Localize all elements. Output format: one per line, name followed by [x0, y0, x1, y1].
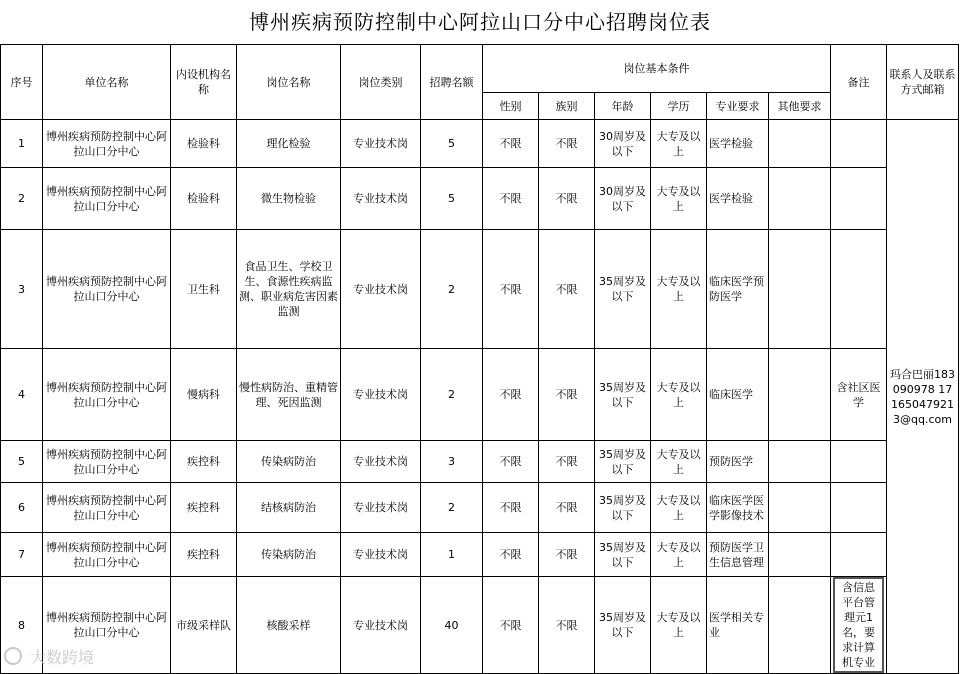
- watermark-text: 大数跨境: [30, 647, 95, 667]
- cell-category: 专业技术岗: [341, 230, 421, 349]
- cell-sex: 不限: [483, 120, 539, 168]
- contact-text: 玛合巴丽183090978 17 1650479213@qq.com: [890, 367, 956, 426]
- cell-post: 传染病防治: [237, 441, 341, 483]
- table-row: [1, 533, 959, 577]
- cell-category: 专业技术岗: [341, 441, 421, 483]
- table-row: [1, 349, 959, 441]
- cell-age: 35周岁及以下: [595, 441, 651, 483]
- cell-count: 5: [421, 120, 483, 168]
- cell-major: 预防医学卫生信息管理: [707, 533, 769, 577]
- cell-no: 4: [1, 349, 43, 441]
- cell-no: 8: [1, 577, 43, 674]
- cell-edu: 大专及以上: [651, 230, 707, 349]
- cell-age: 35周岁及以下: [595, 533, 651, 577]
- cell-sex: 不限: [483, 533, 539, 577]
- cell-major: 医学检验: [707, 168, 769, 230]
- cell-note: [831, 230, 887, 349]
- cell-age: 30周岁及以下: [595, 168, 651, 230]
- cell-other: [769, 441, 831, 483]
- header-row: [1, 45, 959, 93]
- cell-unit: 博州疾病预防控制中心阿拉山口分中心: [43, 120, 171, 168]
- cell-category: 专业技术岗: [341, 168, 421, 230]
- header-note: 备注: [831, 45, 887, 120]
- cell-post: 结核病防治: [237, 483, 341, 533]
- cell-ethnic: 不限: [539, 441, 595, 483]
- cell-other: [769, 168, 831, 230]
- table-row: [1, 230, 959, 349]
- cell-unit: 博州疾病预防控制中心阿拉山口分中心: [43, 230, 171, 349]
- cell-unit: 博州疾病预防控制中心阿拉山口分中心: [43, 483, 171, 533]
- cell-ethnic: 不限: [539, 533, 595, 577]
- cell-unit: 博州疾病预防控制中心阿拉山口分中心: [43, 441, 171, 483]
- cell-ethnic: 不限: [539, 483, 595, 533]
- table-row: [1, 120, 959, 168]
- table-row: [1, 483, 959, 533]
- cell-note: [831, 577, 887, 674]
- cell-dept: 检验科: [171, 168, 237, 230]
- cell-edu: 大专及以上: [651, 349, 707, 441]
- header-post: 岗位名称: [237, 45, 341, 120]
- cell-count: 3: [421, 441, 483, 483]
- cell-ethnic: 不限: [539, 349, 595, 441]
- cell-post: 传染病防治: [237, 533, 341, 577]
- table-row: [1, 168, 959, 230]
- cell-ethnic: 不限: [539, 230, 595, 349]
- cell-count: 2: [421, 483, 483, 533]
- cell-dept: 市级采样队: [171, 577, 237, 674]
- cell-category: 专业技术岗: [341, 120, 421, 168]
- header-conditions: 岗位基本条件: [483, 45, 831, 93]
- cell-note: [831, 441, 887, 483]
- table-row: [1, 577, 959, 674]
- cell-ethnic: 不限: [539, 120, 595, 168]
- cell-edu: 大专及以上: [651, 441, 707, 483]
- header-category: 岗位类别: [341, 45, 421, 120]
- cell-unit: 博州疾病预防控制中心阿拉山口分中心: [43, 577, 171, 674]
- cell-other: [769, 120, 831, 168]
- cell-unit: 博州疾病预防控制中心阿拉山口分中心: [43, 349, 171, 441]
- cell-post: 理化检验: [237, 120, 341, 168]
- header-contact: 联系人及联系方式邮箱: [887, 45, 959, 120]
- cell-sex: 不限: [483, 230, 539, 349]
- header-sex: 性别: [483, 93, 539, 120]
- cell-post: 食品卫生、学校卫生、食源性疾病监测、职业病危害因素监测: [237, 230, 341, 349]
- cell-sex: 不限: [483, 349, 539, 441]
- cell-edu: 大专及以上: [651, 577, 707, 674]
- header-count: 招聘名额: [421, 45, 483, 120]
- watermark: [4, 643, 94, 669]
- cell-age: 35周岁及以下: [595, 577, 651, 674]
- cell-ethnic: 不限: [539, 168, 595, 230]
- cell-major: 临床医学预防医学: [707, 230, 769, 349]
- cell-sex: 不限: [483, 441, 539, 483]
- cell-other: [769, 483, 831, 533]
- cell-edu: 大专及以上: [651, 483, 707, 533]
- cell-other: [769, 577, 831, 674]
- cell-major: 医学相关专业: [707, 577, 769, 674]
- header-age: 年龄: [595, 93, 651, 120]
- header-dept: 内设机构名称: [171, 45, 237, 120]
- header-ethnic: 族别: [539, 93, 595, 120]
- cell-count: 2: [421, 230, 483, 349]
- cell-age: 35周岁及以下: [595, 349, 651, 441]
- cell-no: 6: [1, 483, 43, 533]
- cell-count: 1: [421, 533, 483, 577]
- cell-age: 30周岁及以下: [595, 120, 651, 168]
- cell-dept: 检验科: [171, 120, 237, 168]
- cell-no: 7: [1, 533, 43, 577]
- cell-other: [769, 533, 831, 577]
- cell-other: [769, 349, 831, 441]
- header-other: 其他要求: [769, 93, 831, 120]
- cell-sex: 不限: [483, 483, 539, 533]
- cell-note: 含社区医学: [831, 349, 887, 441]
- cell-post: 核酸采样: [237, 577, 341, 674]
- cell-major: 医学检验: [707, 120, 769, 168]
- header-unit: 单位名称: [43, 45, 171, 120]
- cell-dept: 慢病科: [171, 349, 237, 441]
- cell-no: 3: [1, 230, 43, 349]
- cell-major: 临床医学医学影像技术: [707, 483, 769, 533]
- watermark-logo-icon: [4, 647, 22, 665]
- cell-edu: 大专及以上: [651, 120, 707, 168]
- cell-dept: 疾控科: [171, 441, 237, 483]
- header-edu: 学历: [651, 93, 707, 120]
- cell-sex: 不限: [483, 168, 539, 230]
- cell-edu: 大专及以上: [651, 168, 707, 230]
- header-major: 专业要求: [707, 93, 769, 120]
- cell-count: 5: [421, 168, 483, 230]
- cell-age: 35周岁及以下: [595, 483, 651, 533]
- cell-no: 2: [1, 168, 43, 230]
- cell-major: 预防医学: [707, 441, 769, 483]
- cell-dept: 疾控科: [171, 483, 237, 533]
- cell-category: 专业技术岗: [341, 577, 421, 674]
- cell-count: 40: [421, 577, 483, 674]
- cell-major: 临床医学: [707, 349, 769, 441]
- cell-ethnic: 不限: [539, 577, 595, 674]
- cell-edu: 大专及以上: [651, 533, 707, 577]
- cell-sex: 不限: [483, 577, 539, 674]
- page-title: 博州疾病预防控制中心阿拉山口分中心招聘岗位表: [249, 10, 711, 34]
- cell-dept: 疾控科: [171, 533, 237, 577]
- cell-age: 35周岁及以下: [595, 230, 651, 349]
- note-box: 含信息平台管理元1名，要求计算机专业: [833, 577, 884, 673]
- cell-post: 微生物检验: [237, 168, 341, 230]
- job-table: [0, 44, 959, 674]
- cell-note: [831, 533, 887, 577]
- cell-no: 1: [1, 120, 43, 168]
- cell-unit: 博州疾病预防控制中心阿拉山口分中心: [43, 533, 171, 577]
- cell-no: 5: [1, 441, 43, 483]
- contact-cell: [887, 120, 959, 674]
- cell-unit: 博州疾病预防控制中心阿拉山口分中心: [43, 168, 171, 230]
- cell-dept: 卫生科: [171, 230, 237, 349]
- cell-note: [831, 120, 887, 168]
- cell-other: [769, 230, 831, 349]
- cell-category: 专业技术岗: [341, 483, 421, 533]
- header-no: 序号: [1, 45, 43, 120]
- cell-post: 慢性病防治、重精管理、死因监测: [237, 349, 341, 441]
- cell-note: [831, 483, 887, 533]
- cell-category: 专业技术岗: [341, 349, 421, 441]
- cell-count: 2: [421, 349, 483, 441]
- table-row: [1, 441, 959, 483]
- cell-category: 专业技术岗: [341, 533, 421, 577]
- cell-note: [831, 168, 887, 230]
